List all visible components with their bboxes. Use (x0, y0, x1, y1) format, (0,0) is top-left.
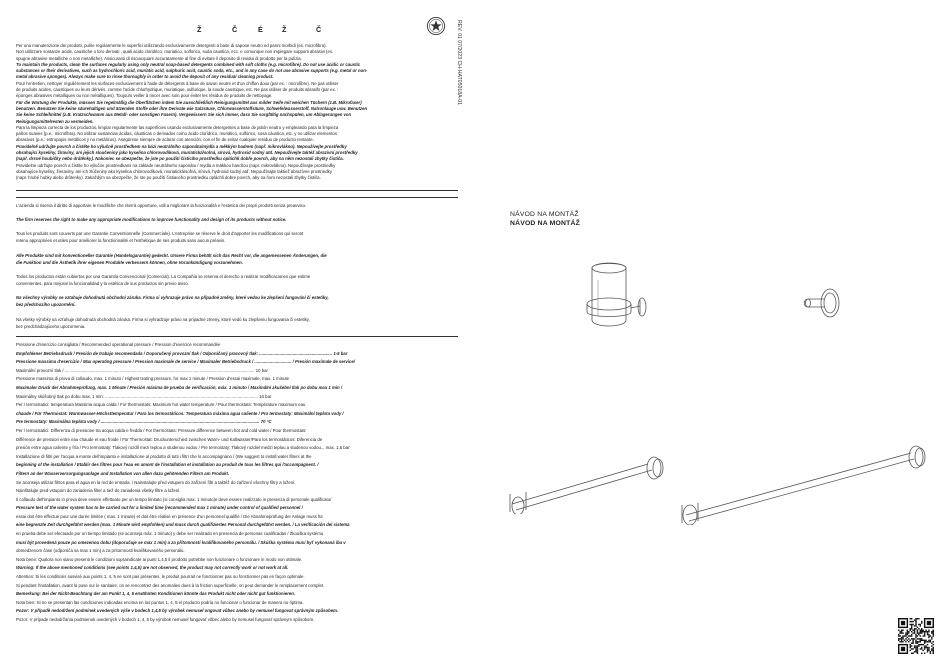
divider (16, 190, 458, 191)
warranty-line: convenientes, para mejorar la funcionalidad y la estética de sus productos sin previo aviso. (16, 281, 189, 287)
warranty-text (16, 202, 456, 330)
spec-line: Pre termostaty: Maximálna teplota vody / ..................................................................................................................................... 70 °C (16, 419, 272, 425)
warranty-line: The firm reserves the right to make any appropriate modifications to improve functionality and design of its products without notice. (16, 217, 287, 223)
maintenance-line: benutzen. Benutzen Sie keine säurehaltigen und ätzenden Stoffe oder ihre Derivate wie Salzsäure, Chlorwasserstoffsäure, Schwefelwasserstoff, Natronlauge usw. Benutzen (16, 105, 368, 111)
spec-line: Pressione d'esercizio consigliata / Recommended operational pressure / Pression d'exercice recommandée (16, 342, 221, 347)
spec-line: Per / termostatici: temperatura Massima acqua calda / For thermostats: Maximum hot water temperature / Pour thermostats: Température maximum eau (16, 402, 306, 408)
spec-line: Maximaler Druck der Abnahmeprüfung, max. 1 Minute / Presión máxima de prueba de verificación, máx. 1 minuto / Maximální zkušební tlak po dobu max 1 min / (16, 384, 343, 390)
maintenance-line: Reinigungsmittelresten zu vermeiden. (16, 118, 94, 124)
assembly-title: NÁVOD NA MONTÁŽ (510, 211, 579, 218)
maintenance-line: Para la limpieza correcta de los productos, limpiar regularmente las superficies usando exclusivamente detergentes a base de jabón neutro y empleando para la limpieza (16, 124, 339, 130)
spec-line: Per / termostatici: Differenza di pressione tra acqua calda e fredda / For thermostats: Pressure difference between hot and cold water / Pour thermostats: (16, 427, 307, 433)
spec-line: obmedzenom čase (odporúča sa max 1 min) a za prítomnosti kvalifikovaného personálu. (16, 548, 185, 554)
divider (16, 336, 458, 337)
brand-seal-icon (426, 16, 446, 36)
warranty-line: retenu appropriées et utiles pour améliorer la fonctionnalité et l'esthétique de ses produits sans aucun préavis. (16, 238, 226, 244)
spec-line: Si pendant l'installation, avant la pose sur le sanitaire, on se rencontrez des anomalies dues à la friction superficielle, on peut demander le remplacement complet. (16, 582, 325, 588)
header-letter: Ž (197, 25, 202, 34)
qr-code (898, 618, 934, 654)
maintenance-line: spugne abrasive metalliche o non metalliche). Assicurarsi di risciacquare accuratamente al fine di evitare il deposito di residui di prodotto per la pulizia. (16, 55, 302, 61)
maintenance-line: Für die Wartung der Produkte, müssen Sie regelmäßig die Oberflächen indem Sie ausschließlich Reinigungsmittel aus milder Seife mit weichen Tüchern (z.B. Mikrofaser) (16, 99, 362, 105)
spec-line: Nota bene: Qualora non siano presenti le condizioni sopraindicate ai punti 1,4,5 il prodotto potrebbe non funzionare o funzionare in modo non ottimale. (16, 556, 303, 562)
spec-line: Il collaudo dell'impianto in prova deve essere effettuato per un tempo limitato (si consiglia max. 1 minuto)e deve essere realizzato in presenza di personale qualificato/ (16, 496, 332, 502)
header-letter: É (258, 25, 263, 34)
towel-bar-long-drawing (676, 435, 938, 525)
warranty-line (16, 287, 456, 294)
revision-text: REV. 01 07/2023 CH-HAT05018A-01 (456, 20, 462, 106)
maintenance-line: éponges abrasives métalliques ou non métalliques). Toujours veiller à rincer avec soin pour éviter les résidus de produits de nettoyage. (16, 93, 273, 99)
maintenance-line: Per una manutenzione dei prodotti, pulire regolarmente le superfici utilizzando esclusivamente detergenti a base di sapone neutro ed panni morbidi (es. microfibra). (16, 43, 327, 48)
spec-line: Nota bien: Si no se presentan las condiciones indicadas encima en los puntos 1, 4, 5 el producto podría no funcionar o funcionar de manera no óptima. (16, 599, 304, 605)
maintenance-line: obsahující kyseliny, žíraviny, ani jejich sloučeniny jako kyselina chlorovodíková, muriatická/solná, sírová, hydroxid sodný atd. Nepoužívejte taktéž abrazivní prostředky (16, 150, 358, 156)
warranty-line: bez predchádzajúceho upozornenia. (16, 323, 86, 329)
spec-line: musí být provedená pouze po omezenou dobu (doporučuje se max 1 min) a za přítomnosti kvalifikovaného personálu. / Skúška systému musí byť vykonaná iba v (16, 539, 346, 545)
tumbler-holder-drawing (578, 258, 650, 344)
robe-hook-drawing (800, 285, 846, 325)
divider (16, 197, 458, 198)
maintenance-line: Pravidelne udržujte povrch a čistite ho výlučne prostriedkami na základe neutrálneho saponátu / mydla a mäkkou handrou (napr. mikrovlákno). Nepoužívajte prostriedky (16, 162, 336, 168)
warranty-line: Alle Produkte sind mit konventioneller Garantie (Handelsgarantie) gedeckt. Unsere Firma behält sich das Recht vor, die angemessenen Änderungen, die (16, 252, 327, 258)
spec-line: Maximální provozní tlak / ............................................................................................................................................................... 10 bar (16, 367, 268, 373)
maintenance-text (16, 43, 454, 182)
maintenance-line: To maintain the products, clean the surfaces regularly using only neutral soap-based detergents combined with soft cloths (e.g. microfibre). Do not use acidic or caustic (16, 61, 361, 67)
warranty-line (16, 223, 456, 230)
warranty-line (16, 209, 456, 216)
warranty-line: bez předchozího upozornění. (16, 302, 76, 308)
spec-line: presión entre agua caliente y fría / Pro termostaty: Tlakový rozdíl mezi teplou a studenou vodou / Pre termostaty: Tlakový rozdiel medzi teplou a studenou vodou... max. 1,5 bar (16, 445, 350, 451)
spec-line: Warning: If the above mentioned conditions (see points 1,4,5) are not observed, the product may not correctly work or not work at all. (16, 565, 289, 571)
spec-line: Bemerkung: Bei der Nicht-Beachtung der am Punkt 1, 4, 5 erwähnten Konditionen könnte das Produkt nicht oder nicht gut funktionieren. (16, 591, 296, 597)
maintenance-line: Pravidelně udržujte povrch a čistěte ho výlučně prostředkem na bázi neutrálního saponátu/mýdla a měkkým hadrem (např. mikrovlákno). Nepoužívejte prostředky (16, 143, 347, 149)
maintenance-line: metal abrasive sponges). Always make sure to rinse thoroughly in order to avoid the deposit of any residual cleaning product. (16, 74, 274, 80)
maintenance-line: Sie keine Schleifmittel (z.B. Kratzschwamm aus Metall- oder sonstigen Fasern). Vergewissern Sie sich immer, dass Sie sorgfältig nachspülen, um Ablagerungen von (16, 112, 352, 118)
spec-line: beginning of the installation / Etablir des filtres pour l'eau en amont de l'installation et installation au produit de tous les filtres qui l'accompagnent. / (16, 462, 319, 468)
spec-line: eine begrenzte Zeit durchgeführt werden (max. 1 Minute wird empfohlen) und muss durch qualifiziertes Personal durchgeführt werden. / La verificación del sistema (16, 522, 350, 528)
maintenance-line: abrasivos (p.e.: estropajos metálicos y no metálicos). Asegúrese siempre de aclarar con atención, con el fin de evitar cualquier residuo de producto restante. (16, 137, 314, 143)
warranty-line (16, 245, 456, 252)
warranty-line: Na všetky výrobky sa vzťahuje dohodnutá obchodná záruka. Firma si vyhradzuje právo na prípadné zmeny, ktoré vedú ku zlepšeniu fungovania či estetiky, (16, 316, 310, 322)
maintenance-line: Pour l'entretien, nettoyer régulièrement les surfaces exclusivement à l'aide de détergents à base de savon neutre et d'un chiffon doux (par ex. : microfibre). Ne pas utiliser (16, 80, 339, 86)
maintenance-line: (napr. hrubé hubky alebo drôtenky). Zakaždým sa ubezpečte, že ste po použití čistiaceho prostriedku opláchli dobre povrch, aby na ňom nezostali zbytky čističa. (16, 175, 321, 181)
spec-line: Pressione massima di prova di collaudo, max. 1 minuto / Highest testing pressure, for max 1 minute / Pression d'essai maximale, max. 1 minute (16, 376, 290, 382)
spec-line: Pressure test of the water system has to be carried out for a limited time (recommended max 1 minute) under control of qualified personnel / (16, 505, 303, 511)
spec-line: Nainštalujte pred vstupom do zariadenia filter a tiež do zariadenia všetky filtre a ložení. (16, 488, 181, 494)
spec-line: essai doit être effectué pour une durée limitée ( max. 1 minute) et doit être réalisé en présence d'un personnel qualifié / Die Abnahmeprüfung der Anlage muss für (16, 513, 323, 519)
warranty-line: L'azienda si riserva il diritto di apportare le modifiche che riterrà opportune, utili a migliorare la funzionalità e l'estetica dei propri prodotti senza preavviso. (16, 203, 307, 208)
maintenance-line: substances or their derivatives, such as hydrochloric acid, muriatic acid, sulphuric acid, caustic soda, etc., and in any case do not use abrasive supports (e.g. metal or non- (16, 68, 368, 74)
spec-line: Attention: Si les conditions susvisé aux points 1, 4, 5 ne sont pas présentes, le produit pourrait ne fonctionner pas ou fonctionner pas en façon optimale. (16, 574, 305, 580)
warranty-line: Todos los productos están cubiertos por una Garantía Convencional (Comercial). La Compañía se reserva el derecho a realizar modificaciones que estime (16, 273, 311, 279)
spec-line: en prueba debe ser efectuado por un tiempo limitado (se aconseja máx. 1 minuto) y debe ser realizado en presencia de personas cualificadas / Zkouška systému (16, 531, 324, 537)
spec-line: Se aconseja utilizar filtros para el agua en la red de entrada. / Nainstalujte před vstupem do zařízení filtr a taktéž do zařízení všechny filtry a ložení. (16, 479, 296, 485)
spec-line: Pozor: V případě nedodržení podmínek uvedených výše v bodech 1,4,5 by výrobek nemusel ongovat vůbec anebo by nemusel fungovat správným způsobem. (16, 608, 339, 614)
warranty-line: die Funktion und die Ästhetik ihrer eigenen Produkte verbessern können, ohne Vorankündigung vorzunehmen. (16, 259, 243, 265)
assembly-title-bold: NÁVOD NA MONTÁŽ (510, 220, 580, 227)
header-letter: Č (232, 25, 238, 34)
maintenance-line: (např. drsné houbičky nebo drátěnky). Nakoniec se ubezpečte, že jste po použití čisticího prostředku opláchli dobře povrch, aby na něm nezostali zbytky čističa. (16, 156, 344, 162)
spec-line: Pressione massima d'esercizio / Max operating pressure / Pression maximale de service / Maximaler Betriebsdruck / ............................... / Presión maximale de service/ (16, 359, 355, 365)
maintenance-line: Non utilizzare sostanze acide, caustiche o loro derivati , quali acido cloridrico, muriatico, solforico, soda caustica, ecc. e comunque non impiegare supporti abrasivi (es. (16, 49, 334, 55)
technical-specs (16, 341, 456, 625)
maintenance-line: de produits acides, caustiques ou leurs dérivés, comme l'acide chlorhydrique, muriatique, sulfurique, la soude caustique, etc. Ne pas utiliser de produits abrasifs (par ex. : (16, 87, 339, 93)
spec-line: Filtern an der Wasserversorgungsanlage und Installation von allen dazu gehörenden Filtern am Produkt. (16, 470, 230, 476)
spec-line: Pozor: V prípade nedodržania podmienok uvedených v bodoch 1, 4, 5 by výrobok nemusel fungovať vôbec alebo by nemusel fungovať správnym spôsobom. (16, 617, 315, 622)
maintenance-line: paños suaves (p.e.: microfibra). No utilizar sustancias ácidas, cáusticas o derivados como ácido clorídrico, muriático, sulfúrico, sosa cáustica, etc. y no utilizar elementos (16, 131, 337, 137)
spec-line: Maximálny skúšobný tlak po dobu max. 1 min: ................................................................................................................................ 16 bar (16, 393, 272, 399)
warranty-line: Na všechny výrobky se vztahuje dohodnutá obchodní záruka. Firma si vyhrazuje právo na případné změny, které vedou ke zlepšení fungování či estetiky, (16, 295, 329, 301)
warranty-line (16, 266, 456, 273)
spec-line: Installazione di filtri per l'acqua a monte dell'impianto e installazione al prodotto di tutti i filtri che lo accompagnano / (We suggest to install water filters at the (16, 453, 312, 459)
warranty-line (16, 308, 456, 315)
header-letter: Ž (282, 25, 287, 34)
towel-bar-short-drawing (508, 452, 668, 514)
warranty-line: Tous les produits sont couverts par une Garantie Conventionnelle (Commerciale). L'entreprise se réserve le droit d'apporter les modifications qui seront (16, 231, 304, 237)
spec-line: chaude / Für Thermostat: Warmwasser-Höchsttemperatur / Para los termostáticos: Temperatura máxima agua caliente / Pro termostaty: Maximální teplota vody / (16, 410, 344, 416)
spec-line: Différence de pression entre eau chaude et eau froide / Für Thermostat: Druckunterschied zwischen Warm- und Kaltwasser/Para los termostáticos: Diferencia de (16, 436, 323, 442)
maintenance-line: obsahujúce kyseliny, žieraviny, ani ich zlúčeniny ako kyselina chlorovodíková, muriatická/soľná, sírová, hydroxid sodný atď. Nepoužívajte taktiež abrazívne prostriedky (16, 168, 332, 174)
header-letter: Č (316, 25, 322, 34)
spec-line: Empfohlener Betriebsdruck / Presión de trabajo recomendada / Doporučený provozní tlak / Odporúčaný pracovný tlak: ............................................................. 1-5 bar (16, 350, 348, 356)
